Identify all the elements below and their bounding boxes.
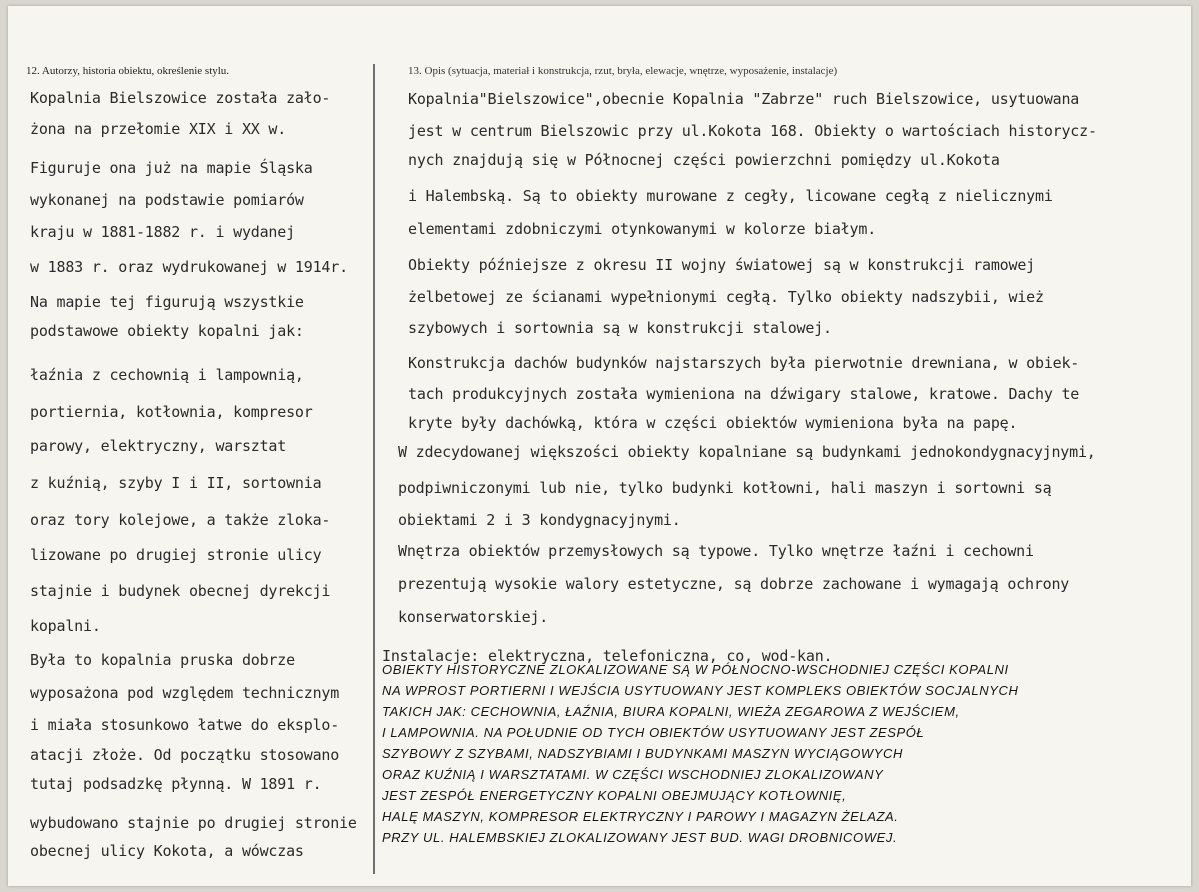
handwritten-line: SZYBOWY Z SZYBAMI, NADSZYBIAMI I BUDYNKAMI MASZYN WYCIĄGOWYCH (382, 746, 904, 761)
handwritten-line: PRZY UL. HALEMBSKIEJ ZLOKALIZOWANY JEST BUD. WAGI DROBNICOWEJ. (382, 830, 898, 845)
left-text-line: Na mapie tej figurują wszystkie (30, 293, 304, 311)
right-text-line: obiektami 2 i 3 kondygnacyjnymi. (398, 511, 681, 529)
left-text-line: wybudowano stajnie po drugiej stronie (30, 814, 357, 832)
left-text-line: atacji złoże. Od początku stosowano (30, 746, 340, 764)
right-text-line: żelbetowej ze ścianami wypełnionymi cegłą. Tylko obiekty nadszybii, wież (408, 288, 1044, 306)
left-text-line: tutaj podsadzkę płynną. W 1891 r. (30, 775, 322, 793)
right-text-line: prezentują wysokie walory estetyczne, są dobrze zachowane i wymagają ochrony (398, 575, 1070, 593)
left-text-line: wykonanej na podstawie pomiarów (30, 191, 304, 209)
right-text-line: Wnętrza obiektów przemysłowych są typowe. Tylko wnętrze łaźni i cechowni (398, 542, 1034, 560)
handwritten-line: ORAZ KUŹNIĄ I WARSZTATAMI. W CZĘŚCI WSCHODNIEJ ZLOKALIZOWANY (382, 767, 884, 782)
handwritten-line: NA WPROST PORTIERNI I WEJŚCIA USYTUOWANY JEST KOMPLEKS OBIEKTÓW SOCJALNYCH (382, 683, 1019, 698)
left-text-line: oraz tory kolejowe, a także zloka- (30, 511, 331, 529)
right-text-line: szybowych i sortownia są w konstrukcji stalowej. (408, 319, 832, 337)
handwritten-line: TAKICH JAK: CECHOWNIA, ŁAŹNIA, BIURA KOPALNI, WIEŻA ZEGAROWA Z WEJŚCIEM, (382, 704, 960, 719)
right-text-line: podpiwniczonymi lub nie, tylko budynki kotłowni, hali maszyn i sortowni są (398, 479, 1052, 497)
right-text-line: konserwatorskiej. (398, 608, 549, 626)
right-text-line: Obiekty późniejsze z okresu II wojny światowej są w konstrukcji ramowej (408, 256, 1035, 274)
right-text-line: elementami zdobniczymi otynkowanymi w kolorze białym. (408, 220, 877, 238)
right-text-line: jest w centrum Bielszowic przy ul.Kokota 168. Obiekty o wartościach historycz- (408, 122, 1097, 140)
right-text-line: kryte były dachówką, która w części obiektów wymieniona była na papę. (408, 414, 1018, 432)
left-text-line: łaźnia z cechownią i lampownią, (30, 366, 304, 384)
left-text-line: kraju w 1881-1882 r. i wydanej (30, 223, 295, 241)
handwritten-line: JEST ZESPÓŁ ENERGETYCZNY KOPALNI OBEJMUJĄCY KOTŁOWNIĘ, (382, 788, 847, 803)
left-text-line: stajnie i budynek obecnej dyrekcji (30, 582, 331, 600)
right-text-line: i Halembską. Są to obiekty murowane z cegły, licowane cegłą z nielicznymi (408, 187, 1053, 205)
left-text-line: portiernia, kotłownia, kompresor (30, 403, 313, 421)
document-sheet (8, 6, 1191, 886)
left-text-line: podstawowe obiekty kopalni jak: (30, 322, 304, 340)
right-column-header: 13. Opis (sytuacja, materiał i konstrukcja, rzut, bryła, elewacje, wnętrze, wyposażenie, instalacje) (408, 65, 838, 77)
right-text-line: nych znajdują się w Północnej części powierzchni pomiędzy ul.Kokota (408, 151, 1000, 169)
right-text-line: Kopalnia"Bielszowice",obecnie Kopalnia "Zabrze" ruch Bielszowice, usytuowana (408, 90, 1080, 108)
left-text-line: w 1883 r. oraz wydrukowanej w 1914r. (30, 258, 348, 276)
column-divider (373, 64, 375, 874)
right-text-line: W zdecydowanej większości obiekty kopalniane są budynkami jednokondygnacyjnymi, (398, 443, 1096, 461)
left-column-header: 12. Autorzy, historia obiektu, określenie stylu. (26, 65, 230, 77)
left-text-line: Kopalnia Bielszowice została zało- (30, 89, 331, 107)
right-text-line: Konstrukcja dachów budynków najstarszych była pierwotnie drewniana, w obiek- (408, 354, 1080, 372)
left-text-line: obecnej ulicy Kokota, a wówczas (30, 842, 304, 860)
right-text-line: tach produkcyjnych została wymieniona na dźwigary stalowe, kratowe. Dachy te (408, 385, 1080, 403)
left-text-line: kopalni. (30, 617, 101, 635)
left-text-line: Była to kopalnia pruska dobrze (30, 651, 295, 669)
right-text-line: Instalacje: elektryczna, telefoniczna, co, wod-kan. (382, 647, 833, 665)
left-text-line: parowy, elektryczny, warsztat (30, 437, 287, 455)
left-text-line: lizowane po drugiej stronie ulicy (30, 546, 322, 564)
left-text-line: Figuruje ona już na mapie Śląska (30, 159, 313, 177)
left-text-line: żona na przełomie XIX i XX w. (30, 120, 287, 138)
left-text-line: i miała stosunkowo łatwe do eksplo- (30, 716, 340, 734)
handwritten-line: I LAMPOWNIA. NA POŁUDNIE OD TYCH OBIEKTÓW USYTUOWANY JEST ZESPÓŁ (382, 725, 925, 740)
left-text-line: wyposażona pod względem technicznym (30, 684, 340, 702)
handwritten-line: OBIEKTY HISTORYCZNE ZLOKALIZOWANE SĄ W PÓŁNOCNO-WSCHODNIEJ CZĘŚCI KOPALNI (382, 662, 1009, 677)
left-text-line: z kuźnią, szyby I i II, sortownia (30, 474, 322, 492)
handwritten-line: HALĘ MASZYN, KOMPRESOR ELEKTRYCZNY I PAROWY I MAGAZYN ŻELAZA. (382, 809, 899, 824)
